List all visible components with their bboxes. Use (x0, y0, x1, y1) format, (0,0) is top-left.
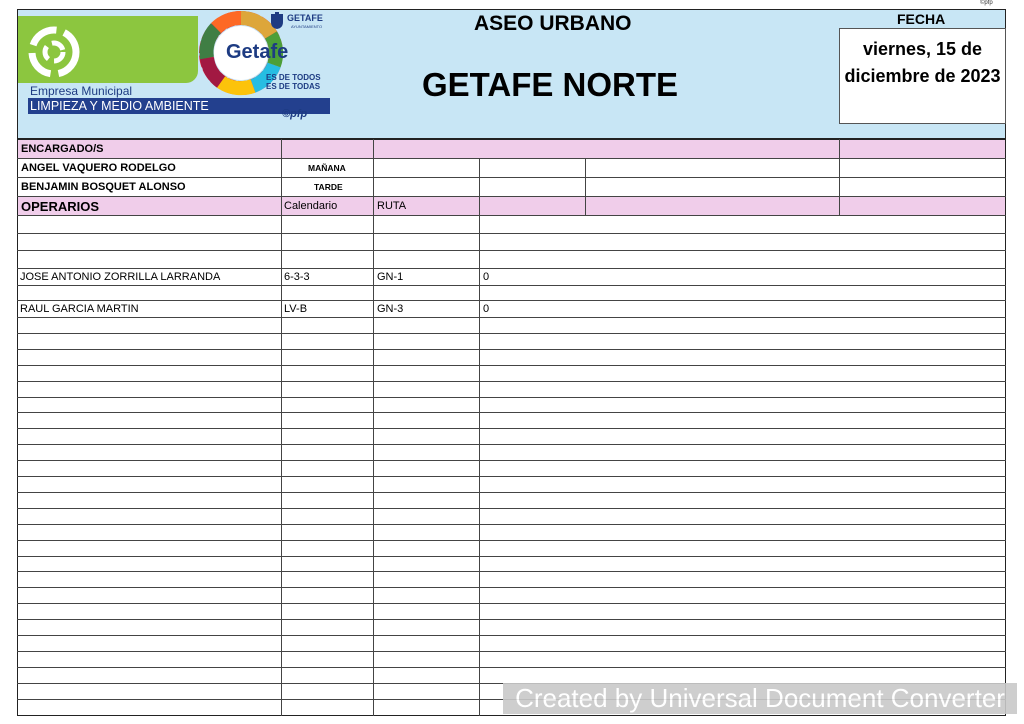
grid-row-line (17, 268, 1006, 269)
grid-row-line (17, 196, 1006, 197)
grid-row-line (17, 587, 1006, 588)
grid-row-line (17, 428, 1006, 429)
title-aseo-urbano: ASEO URBANO (474, 12, 632, 35)
lyma-swirl-icon (28, 26, 80, 78)
pfp-signature: ©pfp (282, 108, 308, 120)
grid-row-line (17, 603, 1006, 604)
operario-ruta: GN-3 (377, 303, 404, 315)
grid-column-line (479, 158, 480, 716)
col-calendario: Calendario (284, 200, 338, 212)
escudo-icon (270, 12, 284, 30)
grid-row-line (17, 508, 1006, 509)
grid-row-line (17, 619, 1006, 620)
grid-row-line (17, 215, 1006, 216)
grid-row-line (17, 381, 1006, 382)
operario-valor: 0 (483, 303, 490, 315)
lema-line-1: ES DE TODOS (266, 73, 321, 82)
encargados-header-row (18, 140, 1005, 158)
operarios-header-row (18, 197, 1005, 215)
operario-name: RAUL GARCIA MARTIN (20, 303, 139, 315)
grid-row-line (17, 651, 1006, 652)
operario-calendario: LV-B (284, 303, 308, 315)
grid-row-line (17, 524, 1006, 525)
encargado-turno: MAÑANA (308, 163, 346, 173)
grid-row-line (17, 177, 1006, 178)
operario-calendario: 6-3-3 (284, 271, 310, 283)
grid-row-line (17, 412, 1006, 413)
grid-row-line (17, 285, 1006, 286)
grid-row-line (17, 333, 1006, 334)
grid-column-line (585, 158, 586, 215)
title-getafe-norte: GETAFE NORTE (422, 66, 679, 103)
grid-row-line (17, 444, 1006, 445)
copyright-small: ©pfp (980, 0, 993, 6)
fecha-value: viernes, 15 de diciembre de 2023 (839, 28, 1006, 124)
grid-row-line (17, 556, 1006, 557)
getafe-wordmark: Getafe (226, 41, 289, 63)
col-ruta: RUTA (377, 200, 407, 212)
encargado-turno: TARDE (314, 182, 343, 192)
operario-ruta: GN-1 (377, 271, 404, 283)
grid-row-line (17, 349, 1006, 350)
grid-row-line (17, 300, 1006, 301)
operario-valor: 0 (483, 271, 490, 283)
lema-line-2: ES DE TODAS (266, 82, 321, 91)
grid-row-line (17, 317, 1006, 318)
encargado-name: BENJAMIN BOSQUET ALONSO (21, 181, 186, 193)
grid-row-line (17, 476, 1006, 477)
grid-row-line (17, 540, 1006, 541)
grid-row-line (17, 365, 1006, 366)
grid-row-line (17, 492, 1006, 493)
operario-name: JOSE ANTONIO ZORRILLA LARRANDA (20, 271, 221, 283)
encargados-label: ENCARGADO/S (21, 143, 104, 155)
grid-column-line (373, 139, 374, 716)
grid-row-line (17, 667, 1006, 668)
lyma-getafe-logo (18, 13, 330, 120)
escudo-subtext: AYUNTAMIENTO (291, 24, 323, 29)
converter-watermark: Created by Universal Document Converter (503, 683, 1017, 714)
grid-row-line (17, 158, 1006, 159)
limpieza-medio-ambiente-bar: LIMPIEZA Y MEDIO AMBIENTE (28, 98, 330, 114)
grid-column-line (839, 139, 840, 215)
escudo-text: GETAFE (287, 13, 323, 23)
encargado-name: ANGEL VAQUERO RODELGO (21, 162, 176, 174)
grid-row-line (17, 635, 1006, 636)
grid-column-line (281, 139, 282, 716)
grid-row-line (17, 460, 1006, 461)
operarios-label: OPERARIOS (21, 199, 100, 214)
lema-text (266, 73, 321, 91)
fecha-label: FECHA (897, 11, 946, 27)
grid-row-line (17, 571, 1006, 572)
grid-row-line (17, 250, 1006, 251)
grid-row-line (17, 397, 1006, 398)
empresa-municipal-text: Empresa Municipal (30, 84, 133, 98)
grid-row-line (17, 233, 1006, 234)
